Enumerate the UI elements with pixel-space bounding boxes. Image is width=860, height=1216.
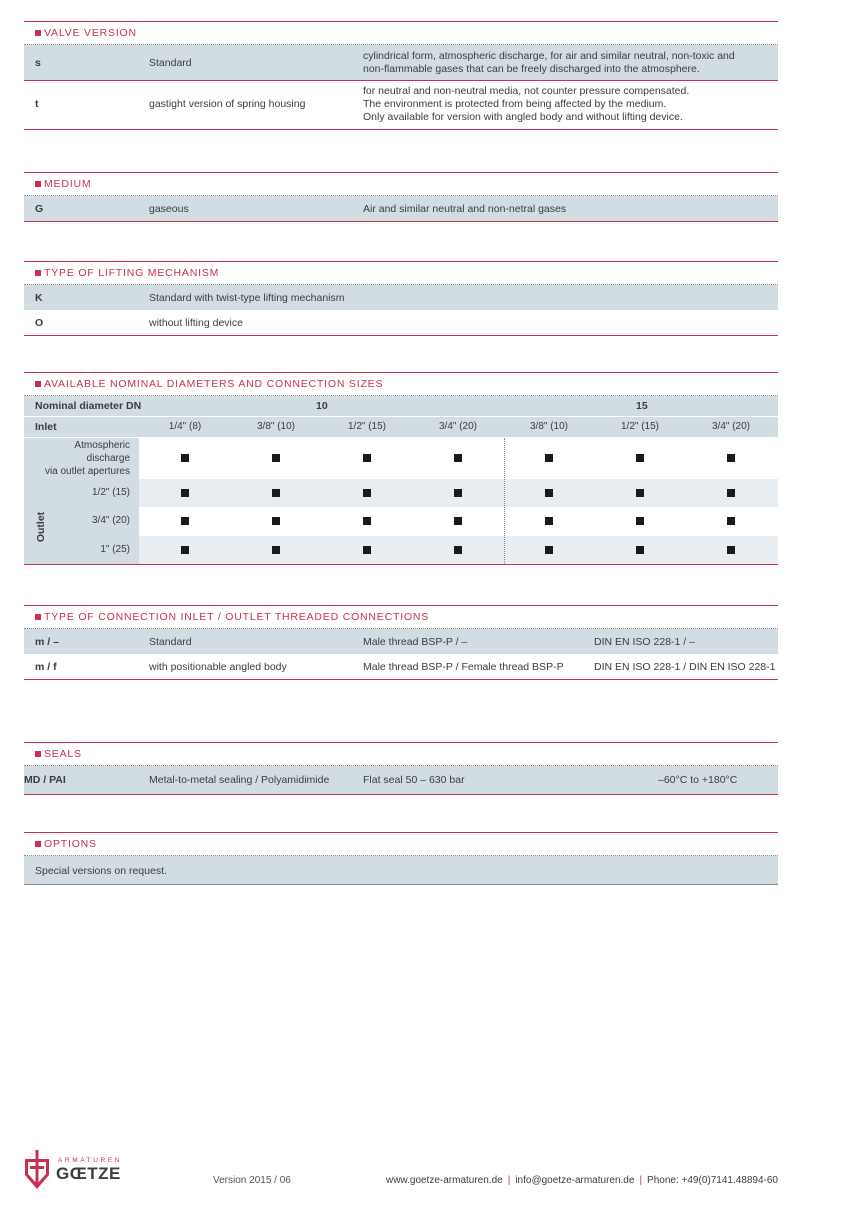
email-link[interactable]: info@goetze-armaturen.de bbox=[515, 1175, 635, 1186]
medium-section bbox=[24, 172, 778, 222]
inlet-size: 1/4" (8) bbox=[168, 421, 202, 432]
row-description: Standard bbox=[149, 636, 192, 648]
row-key: MD / PAI bbox=[24, 774, 66, 786]
inlet-size: 1/2" (15) bbox=[347, 421, 386, 432]
bullet-square-icon bbox=[35, 614, 41, 620]
availability-marker bbox=[181, 517, 189, 525]
table-row bbox=[24, 45, 778, 81]
outlet-size: 1" (25) bbox=[100, 544, 130, 555]
availability-marker bbox=[272, 454, 280, 462]
row-key: s bbox=[35, 57, 41, 69]
table-row bbox=[24, 766, 778, 795]
availability-marker bbox=[363, 546, 371, 554]
availability-marker bbox=[727, 546, 735, 554]
section-title: AVAILABLE NOMINAL DIAMETERS AND CONNECTION SIZES bbox=[24, 372, 778, 396]
row-description: Standard bbox=[149, 57, 192, 69]
availability-marker bbox=[454, 546, 462, 554]
table-row bbox=[24, 81, 778, 130]
lifting-mechanism-section bbox=[24, 261, 778, 336]
row-key: K bbox=[35, 292, 43, 304]
nominal-diameters-section bbox=[24, 372, 778, 565]
diameters-table bbox=[24, 396, 778, 565]
dn-header-row: Nominal diameter DN 10 15 bbox=[24, 396, 778, 417]
outlet-size: 3/4" (20) bbox=[91, 515, 130, 526]
row-description: with positionable angled body bbox=[149, 661, 287, 673]
availability-marker bbox=[545, 517, 553, 525]
availability-marker bbox=[727, 517, 735, 525]
row-key: G bbox=[35, 203, 44, 215]
row-norm: DIN EN ISO 228-1 / DIN EN ISO 228-1 bbox=[594, 661, 776, 673]
inlet-header-row: Inlet 1/4" (8) 3/8" (10) 1/2" (15) 3/4" (20) 3/8" (10) 1/2" (15) 3/4" (20) bbox=[24, 417, 778, 438]
availability-marker bbox=[272, 489, 280, 497]
outlet-size: 1/2" (15) bbox=[91, 487, 130, 498]
availability-marker bbox=[272, 546, 280, 554]
section-title: TYPE OF CONNECTION INLET / OUTLET THREADED CONNECTIONS bbox=[24, 605, 778, 629]
row-key: t bbox=[35, 98, 39, 110]
row-temperature: –60°C to +180°C bbox=[658, 774, 738, 786]
phone-number: Phone: +49(0)7141.48894-60 bbox=[647, 1175, 778, 1186]
bullet-square-icon bbox=[35, 270, 41, 276]
seals-section bbox=[24, 742, 778, 795]
row-description: without lifting device bbox=[149, 317, 243, 329]
contact-info bbox=[386, 1175, 778, 1186]
availability-marker bbox=[363, 454, 371, 462]
row-description: Metal-to-metal sealing / Polyamidimide bbox=[149, 774, 330, 786]
table-row bbox=[24, 629, 778, 654]
logo-name: GŒTZE bbox=[56, 1164, 121, 1183]
bullet-square-icon bbox=[35, 381, 41, 387]
inlet-size: 3/4" (20) bbox=[438, 421, 477, 432]
outlet-rows bbox=[24, 438, 778, 564]
valve-version-section bbox=[24, 21, 778, 130]
availability-marker bbox=[454, 454, 462, 462]
row-key: O bbox=[35, 317, 44, 329]
row-notes: cylindrical form, atmospheric discharge, for air and similar neutral, non-toxic and non-flammable gases that can be freely discharged into the atmosphere. bbox=[363, 50, 735, 75]
row-thread: Male thread BSP-P / – bbox=[363, 636, 468, 648]
table-row bbox=[24, 654, 778, 680]
options-section bbox=[24, 832, 778, 885]
table-row bbox=[24, 285, 778, 310]
dn-value: 15 bbox=[636, 400, 648, 412]
availability-marker bbox=[727, 489, 735, 497]
availability-marker bbox=[363, 489, 371, 497]
bullet-square-icon bbox=[35, 841, 41, 847]
availability-marker bbox=[727, 454, 735, 462]
availability-marker bbox=[636, 489, 644, 497]
row-key: m / f bbox=[35, 661, 57, 673]
goetze-logo-icon bbox=[24, 1149, 50, 1189]
section-title: MEDIUM bbox=[24, 172, 778, 196]
availability-marker bbox=[363, 517, 371, 525]
outlet-label: Outlet bbox=[35, 511, 48, 543]
row-description: Standard with twist-type lifting mechanism bbox=[149, 292, 345, 304]
section-title: SEALS bbox=[24, 742, 778, 766]
inlet-size: 3/8" (10) bbox=[529, 421, 568, 432]
table-row bbox=[24, 310, 778, 336]
availability-marker bbox=[545, 489, 553, 497]
section-title: TYPE OF LIFTING MECHANISM bbox=[24, 261, 778, 285]
availability-marker bbox=[181, 454, 189, 462]
version-label: Version 2015 / 06 bbox=[213, 1175, 291, 1186]
availability-marker bbox=[545, 454, 553, 462]
row-notes: Air and similar neutral and non-netral gases bbox=[363, 203, 567, 215]
availability-marker bbox=[454, 517, 462, 525]
availability-marker bbox=[181, 489, 189, 497]
row-notes: for neutral and non-neutral media, not counter pressure compensated. The environment is protected from being affected by the medium. Only available for version with angled body and without lifting device. bbox=[363, 85, 690, 123]
row-norm: DIN EN ISO 228-1 / – bbox=[594, 636, 695, 648]
availability-marker bbox=[454, 489, 462, 497]
section-title: OPTIONS bbox=[24, 832, 778, 856]
availability-marker bbox=[636, 546, 644, 554]
inlet-size: 3/8" (10) bbox=[256, 421, 295, 432]
bullet-square-icon bbox=[35, 751, 41, 757]
inlet-size: 1/2" (15) bbox=[620, 421, 659, 432]
availability-marker bbox=[545, 546, 553, 554]
table-row bbox=[24, 196, 778, 222]
separator: | bbox=[507, 1175, 511, 1186]
table-row bbox=[24, 856, 778, 885]
availability-marker bbox=[272, 517, 280, 525]
website-link[interactable]: www.goetze-armaturen.de bbox=[385, 1175, 503, 1186]
availability-marker bbox=[636, 454, 644, 462]
row-thread: Male thread BSP-P / Female thread BSP-P bbox=[363, 661, 564, 673]
row-seal: Flat seal 50 – 630 bar bbox=[363, 774, 465, 786]
connection-type-section bbox=[24, 605, 778, 680]
availability-marker bbox=[181, 546, 189, 554]
logo-subtitle: ARMATUREN bbox=[58, 1157, 123, 1164]
availability-marker bbox=[636, 517, 644, 525]
dn-value: 10 bbox=[316, 400, 328, 412]
row-key: m / – bbox=[35, 636, 59, 648]
footer bbox=[24, 1149, 778, 1199]
options-text: Special versions on request. bbox=[35, 865, 167, 877]
outlet-size: Atmospheric discharge via outlet apertures bbox=[44, 440, 130, 477]
dn-divider bbox=[504, 438, 505, 564]
bullet-square-icon bbox=[35, 181, 41, 187]
inlet-size: 3/4" (20) bbox=[711, 421, 750, 432]
row-description: gastight version of spring housing bbox=[149, 98, 306, 110]
section-title: VALVE VERSION bbox=[24, 21, 778, 45]
separator: | bbox=[639, 1175, 643, 1186]
row-description: gaseous bbox=[149, 203, 189, 215]
bullet-square-icon bbox=[35, 30, 41, 36]
